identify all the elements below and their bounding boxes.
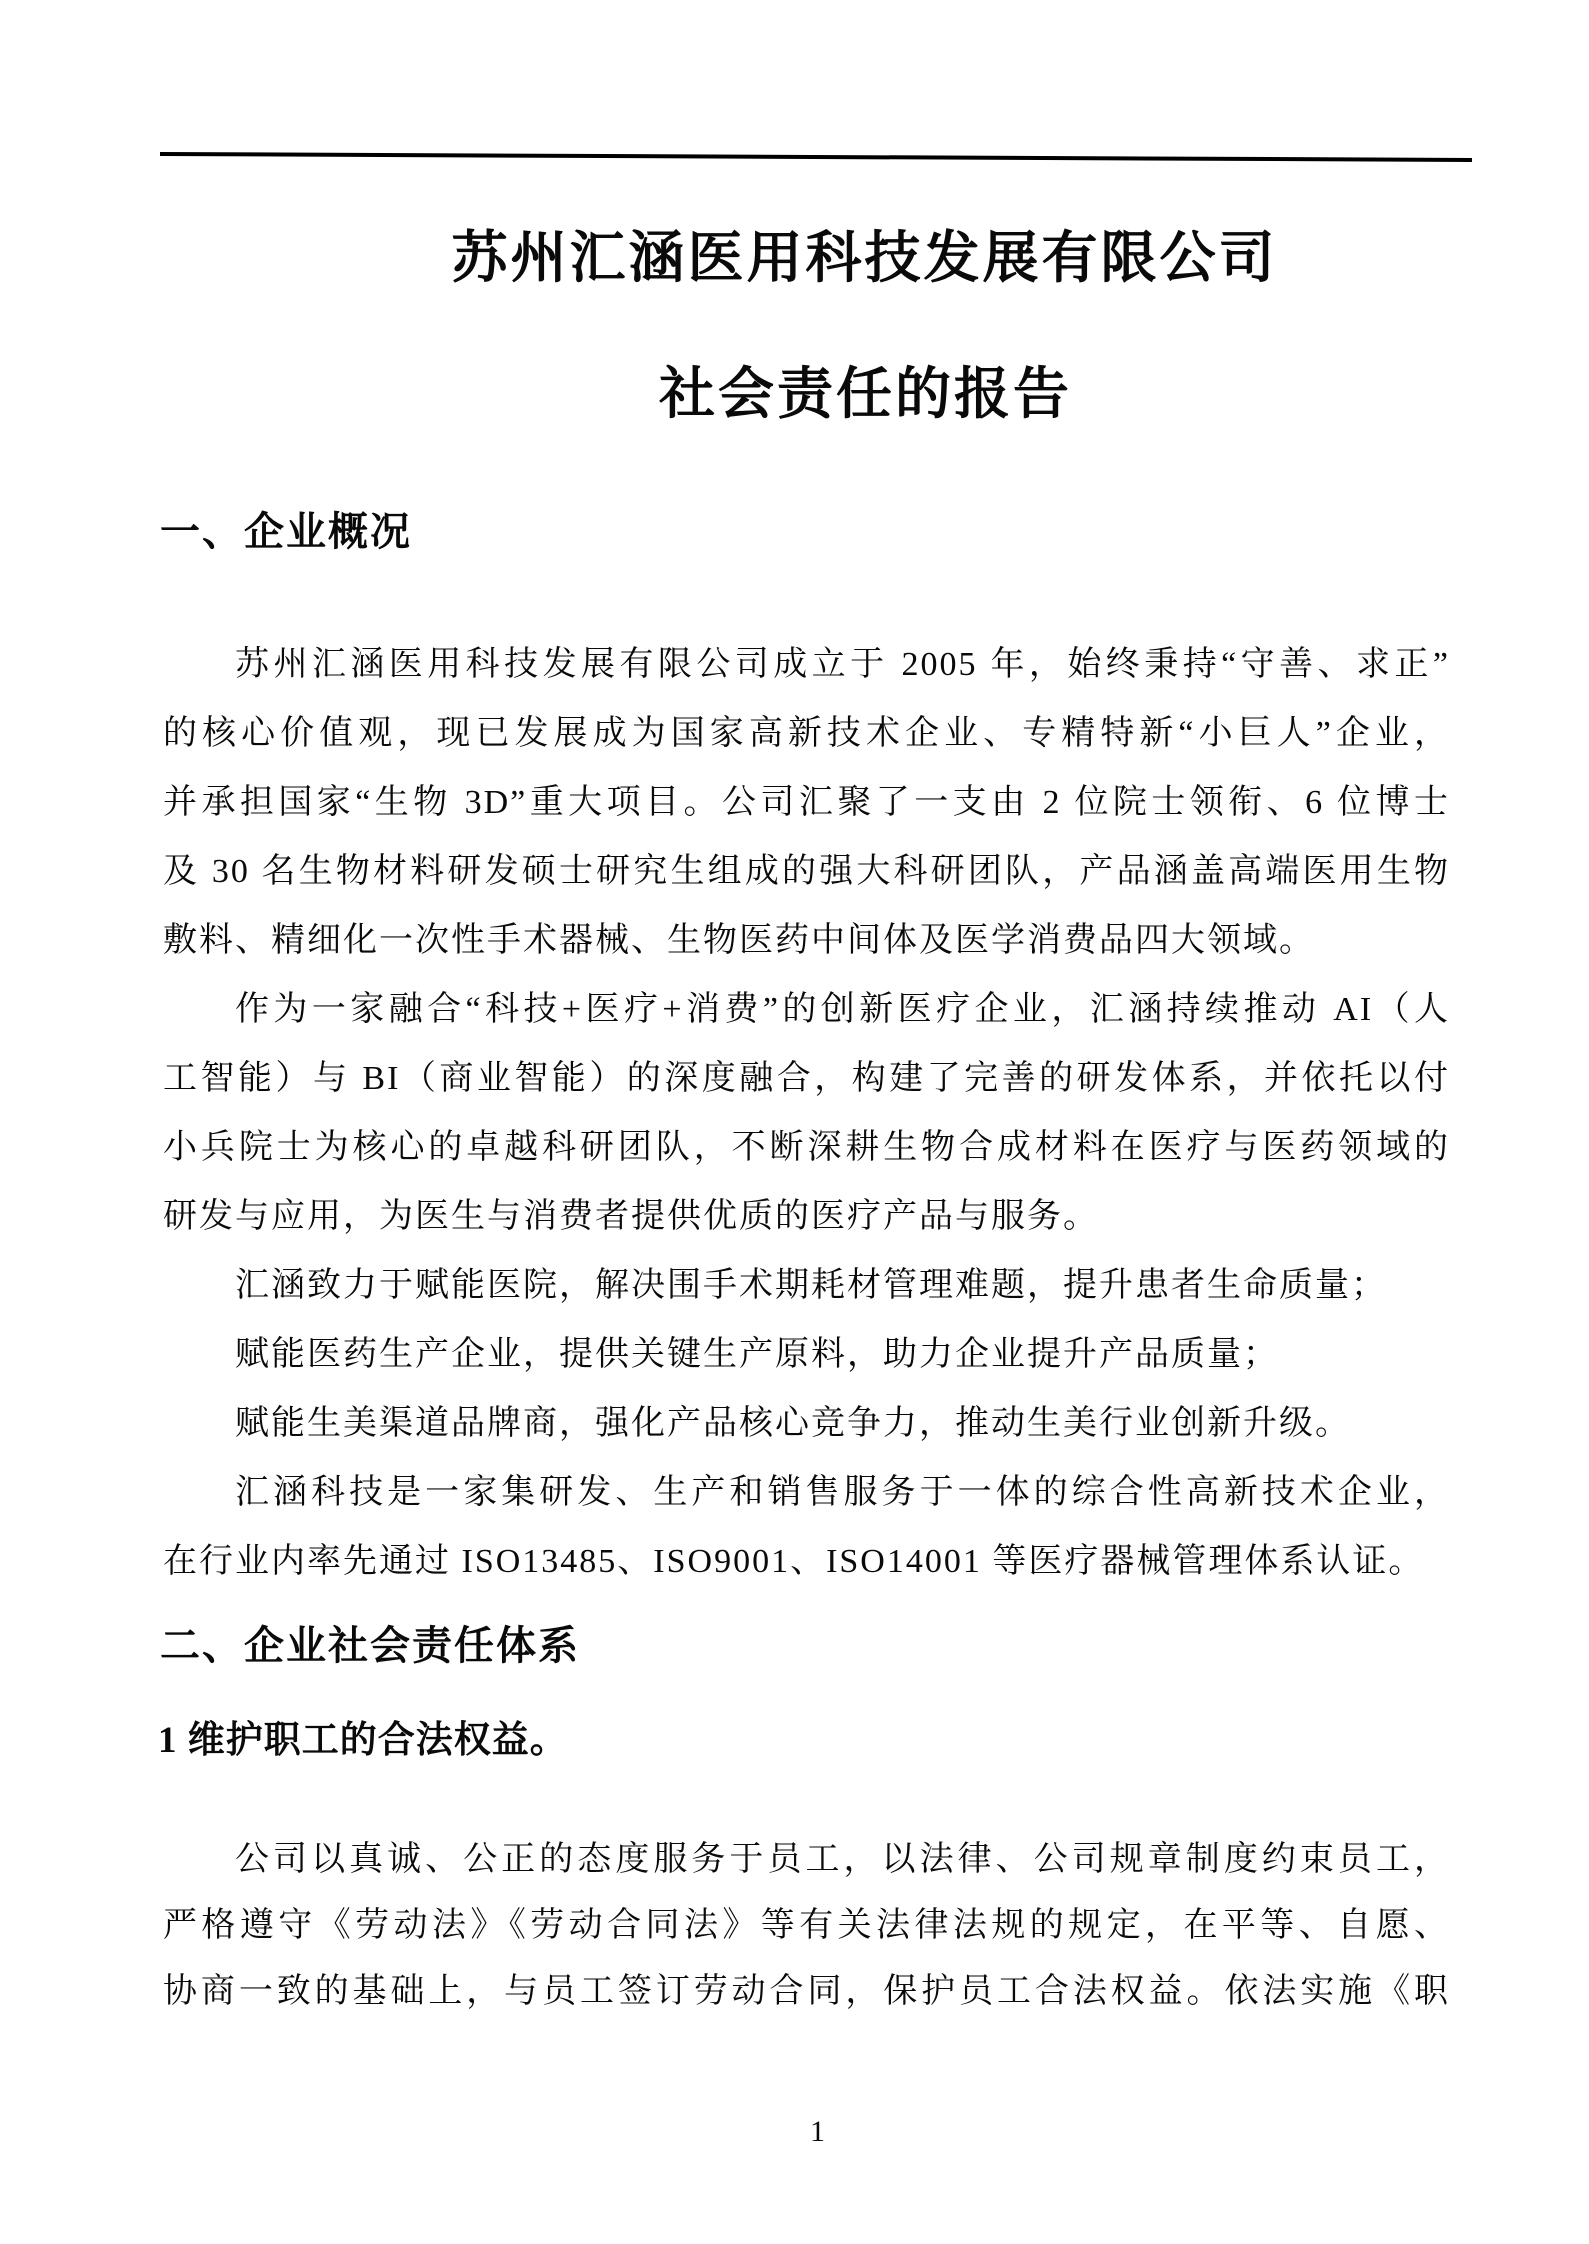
paragraph-line: 敷料、精细化一次性手术器械、生物医药中间体及医学消费品四大领域。 (163, 922, 1315, 959)
paragraph-line: 及 30 名生物材料研发硕士研究生组成的强大科研团队，产品涵盖高端医用生物 (163, 853, 1450, 890)
paragraph-line: 工智能）与 BI（商业智能）的深度融合，构建了完善的研发体系，并依托以付 (163, 1060, 1450, 1097)
paragraph-line: 严格遵守《劳动法》《劳动合同法》等有关法律法规的规定，在平等、自愿、 (163, 1907, 1450, 1944)
report-title: 苏州汇涵医用科技发展有限公司 (451, 228, 1278, 290)
paragraph-line: 公司以真诚、公正的态度服务于员工，以法律、公司规章制度约束员工， (235, 1841, 1450, 1878)
paragraph-line: 的核心价值观，现已发展成为国家高新技术企业、专精特新“小巨人”企业， (163, 715, 1450, 752)
paragraph-line: 作为一家融合“科技+医疗+消费”的创新医疗企业，汇涵持续推动 AI（人 (235, 991, 1450, 1028)
paragraph-line: 苏州汇涵医用科技发展有限公司成立于 2005 年，始终秉持“守善、求正” (235, 646, 1450, 683)
section-2-subheading: 1 维护职工的合法权益。 (158, 1720, 568, 1761)
section-1-body (163, 630, 1450, 1596)
paragraph-line: 研发与应用，为医生与消费者提供优质的医疗产品与服务。 (163, 1198, 1099, 1235)
paragraph-line: 赋能生美渠道品牌商，强化产品核心竞争力，推动生美行业创新升级。 (235, 1405, 1351, 1442)
paragraph-line: 并承担国家“生物 3D”重大项目。公司汇聚了一支由 2 位院士领衔、6 位博士 (163, 784, 1450, 821)
report-subtitle: 社会责任的报告 (659, 364, 1072, 426)
section-2-body (163, 1827, 1450, 2025)
paragraph-line: 汇涵科技是一家集研发、生产和销售服务于一体的综合性高新技术企业， (235, 1474, 1450, 1511)
header-rule-divider (160, 152, 1472, 162)
paragraph-line: 赋能医药生产企业，提供关键生产原料，助力企业提升产品质量； (235, 1336, 1279, 1373)
paragraph-line: 协商一致的基础上，与员工签订劳动合同，保护员工合法权益。依法实施《职 (163, 1973, 1450, 2010)
section-1-heading: 一、企业概况 (160, 509, 412, 554)
page-number: 1 (810, 2115, 825, 2148)
paragraph-line: 汇涵致力于赋能医院，解决围手术期耗材管理难题，提升患者生命质量； (235, 1267, 1387, 1304)
paragraph-line: 小兵院士为核心的卓越科研团队，不断深耕生物合成材料在医疗与医药领域的 (163, 1129, 1450, 1166)
paragraph-line: 在行业内率先通过 ISO13485、ISO9001、ISO14001 等医疗器械管理体系认证。 (163, 1543, 1425, 1580)
section-2-heading: 二、企业社会责任体系 (160, 1623, 580, 1668)
